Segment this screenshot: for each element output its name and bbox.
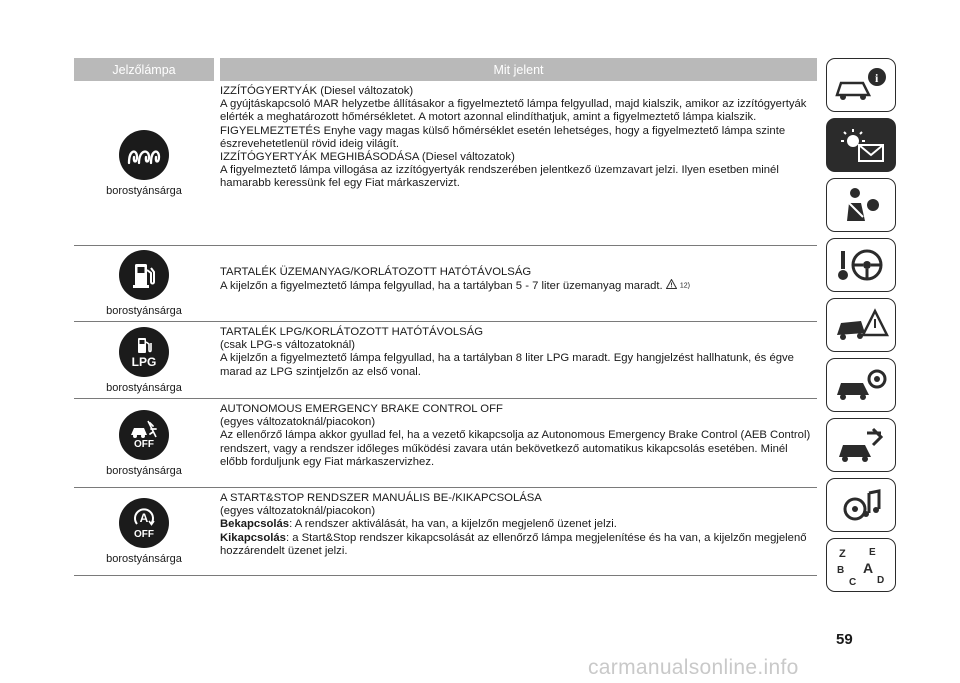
watermark: carmanualsonline.info bbox=[588, 656, 799, 679]
row-bold-term: Kikapcsolás bbox=[220, 531, 286, 544]
car-crash-warning-icon bbox=[833, 305, 889, 345]
row-text: Az ellenőrző lámpa akkor gyullad fel, ha a vezető kikapcsolja az Autonomous Emergency Brake Control (AEB Control) rendszert, vagy a rendszer időleges működési zavara után bekövetkező automatikus kikapcsolás esetében. Minél előbb forduljunk egy Fiat márkaszervizhez. bbox=[220, 429, 811, 468]
page-number: 59 bbox=[836, 631, 853, 648]
indicator-cell bbox=[74, 81, 214, 245]
indicator-cell bbox=[74, 322, 214, 398]
row-text: (csak LPG-s változatoknál) bbox=[220, 339, 355, 352]
indicator-color-label: borostyánsárga bbox=[106, 305, 182, 317]
car-info-icon bbox=[833, 65, 889, 105]
table-header bbox=[74, 58, 817, 81]
tab-warning-lights[interactable] bbox=[826, 118, 896, 172]
header-col-warning-light: Jelzőlámpa bbox=[74, 58, 214, 81]
svg-text:D: D bbox=[877, 575, 885, 586]
lpg-fuel-icon bbox=[119, 327, 169, 377]
off-label: OFF bbox=[134, 439, 154, 450]
svg-text:Z: Z bbox=[839, 548, 846, 560]
row-title: A START&STOP RENDSZER MANUÁLIS BE-/KIKAPCSOLÁSA bbox=[220, 492, 542, 504]
indicator-cell bbox=[74, 399, 214, 487]
steering-key-icon bbox=[833, 245, 889, 285]
auto-letter: A bbox=[139, 510, 149, 525]
auto-circle-icon bbox=[133, 507, 155, 529]
row-text: (egyes változatoknál/piacokon) bbox=[220, 416, 376, 429]
svg-text:E: E bbox=[869, 547, 876, 558]
row-title: AUTONOMOUS EMERGENCY BRAKE CONTROL OFF bbox=[220, 403, 503, 415]
table-row bbox=[74, 246, 817, 322]
indicator-color-label: borostyánsárga bbox=[106, 184, 182, 197]
chapter-tabs bbox=[826, 58, 898, 598]
meaning-cell bbox=[220, 81, 817, 245]
off-label: OFF bbox=[134, 528, 154, 540]
svg-text:A: A bbox=[863, 560, 874, 576]
multimedia-icon bbox=[833, 485, 889, 525]
start-stop-off-icon bbox=[119, 498, 169, 548]
seatbelt-airbag-icon bbox=[833, 185, 889, 225]
indicator-color-label: borostyánsárga bbox=[106, 381, 182, 394]
tab-maintenance[interactable] bbox=[826, 358, 896, 412]
footnote-ref: 12) bbox=[679, 282, 690, 290]
indicator-color-label: borostyánsárga bbox=[106, 553, 182, 565]
warning-light-message-icon bbox=[833, 125, 889, 165]
tab-technical-data[interactable] bbox=[826, 418, 896, 472]
indicator-cell bbox=[74, 488, 214, 575]
svg-text:i: i bbox=[875, 71, 879, 85]
row-text: A kijelzőn a figyelmeztető lámpa felgyullad, ha a tartályban 5 - 7 liter üzemanyag maradt. bbox=[220, 280, 663, 293]
table-row bbox=[74, 322, 817, 399]
row-text: A kijelzőn a figyelmeztető lámpa felgyullad, ha a tartályban 8 liter LPG maradt. Egy hangjelzést hallhatunk, és égve marad az LPG szintjelzőn az első vonal. bbox=[220, 352, 794, 378]
row-bold-term: Bekapcsolás bbox=[220, 518, 290, 531]
row-title: IZZÍTÓGYERTYÁK MEGHIBÁSODÁSA (Diesel változatok) bbox=[220, 151, 515, 164]
index-letters-icon bbox=[833, 543, 889, 587]
technical-data-icon bbox=[833, 425, 889, 465]
row-text: (egyes változatoknál/piacokon) bbox=[220, 505, 376, 518]
row-text: : A rendszer aktiválását, ha van, a kijelzőn megjelenő üzenet jelzi. bbox=[289, 518, 617, 531]
svg-text:B: B bbox=[837, 565, 845, 576]
car-service-icon bbox=[833, 365, 889, 405]
fuel-pump-icon bbox=[119, 250, 169, 300]
tab-starting-driving[interactable] bbox=[826, 238, 896, 292]
tab-index[interactable] bbox=[826, 538, 896, 592]
glow-plug-icon bbox=[119, 130, 169, 180]
warning-lights-table bbox=[74, 58, 817, 576]
lpg-label: LPG bbox=[131, 354, 157, 369]
header-col-meaning: Mit jelent bbox=[220, 58, 817, 81]
indicator-color-label: borostyánsárga bbox=[106, 464, 182, 477]
tab-multimedia[interactable] bbox=[826, 478, 896, 532]
row-title: IZZÍTÓGYERTYÁK (Diesel változatok) bbox=[220, 85, 414, 97]
row-text: : a Start&Stop rendszer kikapcsolását az ellenőrző lámpa megjelenítése és ha van, a kijelzőn megjelenő hozzárendelt üzenet jelzi. bbox=[220, 531, 807, 557]
row-text: A figyelmeztető lámpa villogása az izzítógyertyák rendszerében jelentkező üzemzavart jelzi. Ilyen esetben minél hamarabb keressünk fel egy Fiat márkaszervizt. bbox=[220, 164, 779, 190]
svg-text:C: C bbox=[849, 577, 857, 587]
table-row bbox=[74, 81, 817, 246]
meaning-cell bbox=[220, 399, 817, 487]
meaning-cell bbox=[220, 246, 817, 321]
meaning-cell bbox=[220, 322, 817, 398]
meaning-cell bbox=[220, 488, 817, 575]
aeb-off-icon bbox=[119, 410, 169, 460]
row-text: FIGYELMEZTETÉS Enyhe vagy magas külső hőmérséklet esetén lehetséges, hogy a figyelmeztető lámpa szinte észrevehetetlenül rövid ideig világít. bbox=[220, 124, 786, 150]
indicator-cell bbox=[74, 246, 214, 321]
row-text: A gyújtáskapcsoló MAR helyzetbe állításakor a figyelmeztető lámpa felgyullad, majd kialszik, amikor az izzítógyertyák elérték a meghatározott hőmérsékletet. A motort azonnal elindíthatjuk, amint a figyelmeztető lámpa kialszik. bbox=[220, 98, 807, 124]
tab-car-info[interactable] bbox=[826, 58, 896, 112]
tab-emergency[interactable] bbox=[826, 298, 896, 352]
tab-safety[interactable] bbox=[826, 178, 896, 232]
row-title: TARTALÉK ÜZEMANYAG/KORLÁTOZOTT HATÓTÁVOLSÁG bbox=[220, 266, 532, 278]
table-row bbox=[74, 488, 817, 576]
row-title: TARTALÉK LPG/KORLÁTOZOTT HATÓTÁVOLSÁG bbox=[220, 326, 484, 338]
warning-triangle-icon bbox=[666, 279, 677, 293]
table-row bbox=[74, 399, 817, 488]
